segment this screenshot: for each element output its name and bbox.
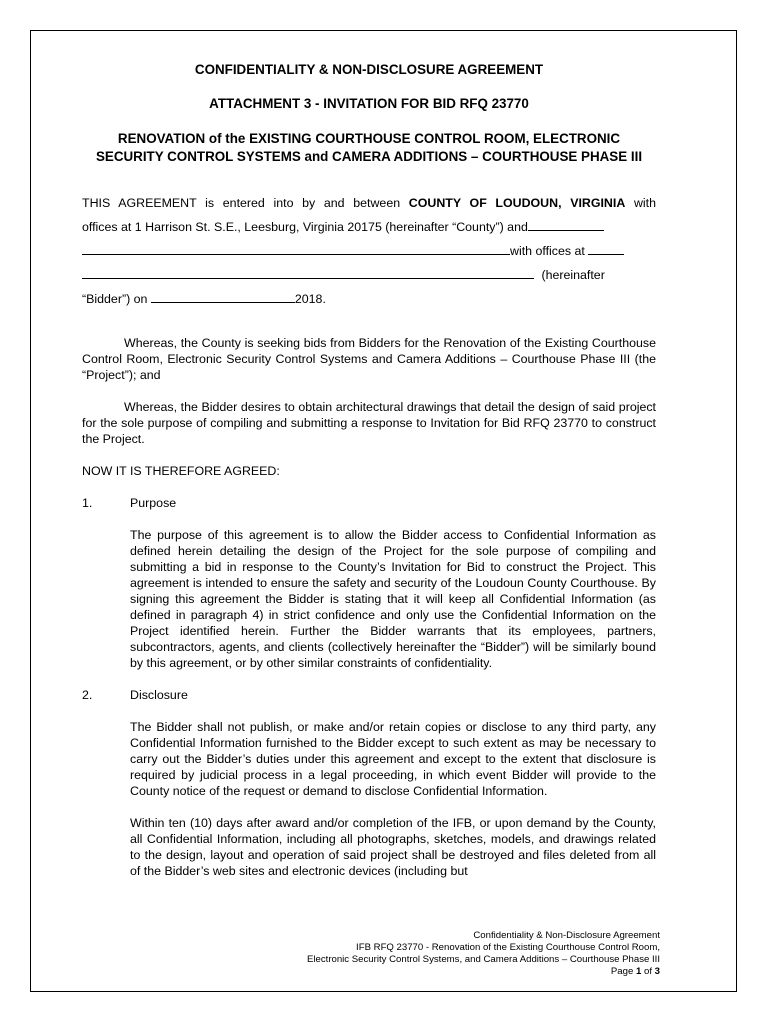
intro-line-3	[82, 239, 656, 263]
section-number: 2.	[82, 688, 93, 702]
attachment-title: ATTACHMENT 3 - INVITATION FOR BID RFQ 23770	[209, 96, 529, 111]
bidder-on-label: “Bidder”) on	[82, 292, 151, 306]
year-label: 2018.	[294, 292, 326, 306]
whereas-county: Whereas, the County is seeking bids from Bidders for the Renovation of the Existing Courthouse Control Room, Electronic Security Control Systems and Camera Additions – Courthouse Phase III (the “Project”); and	[82, 336, 656, 382]
hereinafter-label: (hereinafter	[541, 268, 605, 282]
with-offices-label: with offices at	[510, 244, 585, 258]
bidder-name-blank[interactable]	[528, 217, 604, 231]
page-of: of	[641, 966, 655, 977]
section-1-paragraph: The purpose of this agreement is to allow the Bidder access to Confidential Information as defined herein detailing the design of the Project for the sole purpose of compiling and submitting a bid in response to the County’s Invitation for Bid to construct the Project. This agreement is intended to ensure the safety and security of the Loudoun County Courthouse. By signing this agreement the Bidder is stating that it will keep all Confidential Information (as defined in paragraph 4) in strict confidence and only use the Confidential Information on the Project identified herein. Further the Bidder warrants that its employees, partners, subcontractors, agents, and clients (collectively hereinafter the “Bidder”) will be similarly bound by this agreement, or by other similar constraints of confidentiality.	[130, 528, 656, 670]
date-blank[interactable]	[151, 289, 295, 303]
county-party: COUNTY OF LOUDOUN, VIRGINIA	[408, 196, 626, 210]
page-word: Page	[610, 966, 636, 977]
county-address: offices at 1 Harrison St. S.E., Leesburg, Virginia 20175 (hereinafter “County”) and	[82, 220, 528, 234]
agreed-statement: NOW IT IS THEREFORE AGREED:	[82, 464, 280, 478]
intro-line-1	[82, 191, 656, 215]
document-content	[82, 62, 656, 879]
section-2-paragraph-2: Within ten (10) days after award and/or completion of the IFB, or upon demand by the County, all Confidential Information, including all photographs, sketches, models, and drawings related to the design, layout and operation of said project shall be destroyed and files deleted from all of the Bidder’s web sites and electronic devices (including but	[130, 816, 656, 878]
footer-doc-title: Confidentiality & Non-Disclosure Agreement	[473, 930, 660, 941]
footer-project-line: Electronic Security Control Systems, and Camera Additions – Courthouse Phase III	[306, 954, 660, 965]
intro-text-with: with	[625, 196, 656, 210]
intro-text: THIS AGREEMENT is entered into by and between	[82, 196, 409, 210]
section-2-paragraph-1: The Bidder shall not publish, or make and/or retain copies or disclose to any third party, any Confidential Information furnished to the Bidder except to such extent as may be necessary to carry out the Bidder’s duties under this agreement and except to the extent that disclosure is required by judicial process in a legal proceeding, in which event Bidder will provide to the County notice of the request or demand to disclose Confidential Information.	[130, 720, 656, 798]
document-title: CONFIDENTIALITY & NON-DISCLOSURE AGREEMENT	[194, 62, 544, 77]
section-1-heading	[82, 495, 656, 511]
project-title	[82, 130, 656, 166]
footer-ifb-line: IFB RFQ 23770 - Renovation of the Existing Courthouse Control Room,	[356, 942, 660, 953]
agreement-intro	[82, 191, 656, 311]
section-2-heading	[82, 687, 656, 703]
bidder-name-blank-2[interactable]	[82, 241, 510, 255]
bidder-address-blank-2[interactable]	[82, 265, 534, 279]
whereas-bidder: Whereas, the Bidder desires to obtain architectural drawings that detail the design of said project for the sole purpose of compiling and submitting a response to Invitation for Bid RFQ 23770 to construct the Project.	[82, 400, 656, 446]
section-title: Disclosure	[130, 688, 188, 702]
intro-line-5	[82, 287, 656, 311]
section-title: Purpose	[130, 496, 177, 510]
intro-line-2	[82, 215, 656, 239]
page-footer	[307, 930, 660, 978]
page-current: 1	[635, 966, 642, 977]
project-title-text: RENOVATION of the EXISTING COURTHOUSE CONTROL ROOM, ELECTRONIC SECURITY CONTROL SYSTEMS and CAMERA ADDITIONS – COURTHOUSE PHASE III	[95, 131, 643, 164]
page-total: 3	[654, 966, 660, 977]
bidder-address-blank[interactable]	[588, 241, 624, 255]
page-number	[307, 966, 660, 978]
section-number: 1.	[82, 496, 93, 510]
intro-line-4	[82, 263, 656, 287]
